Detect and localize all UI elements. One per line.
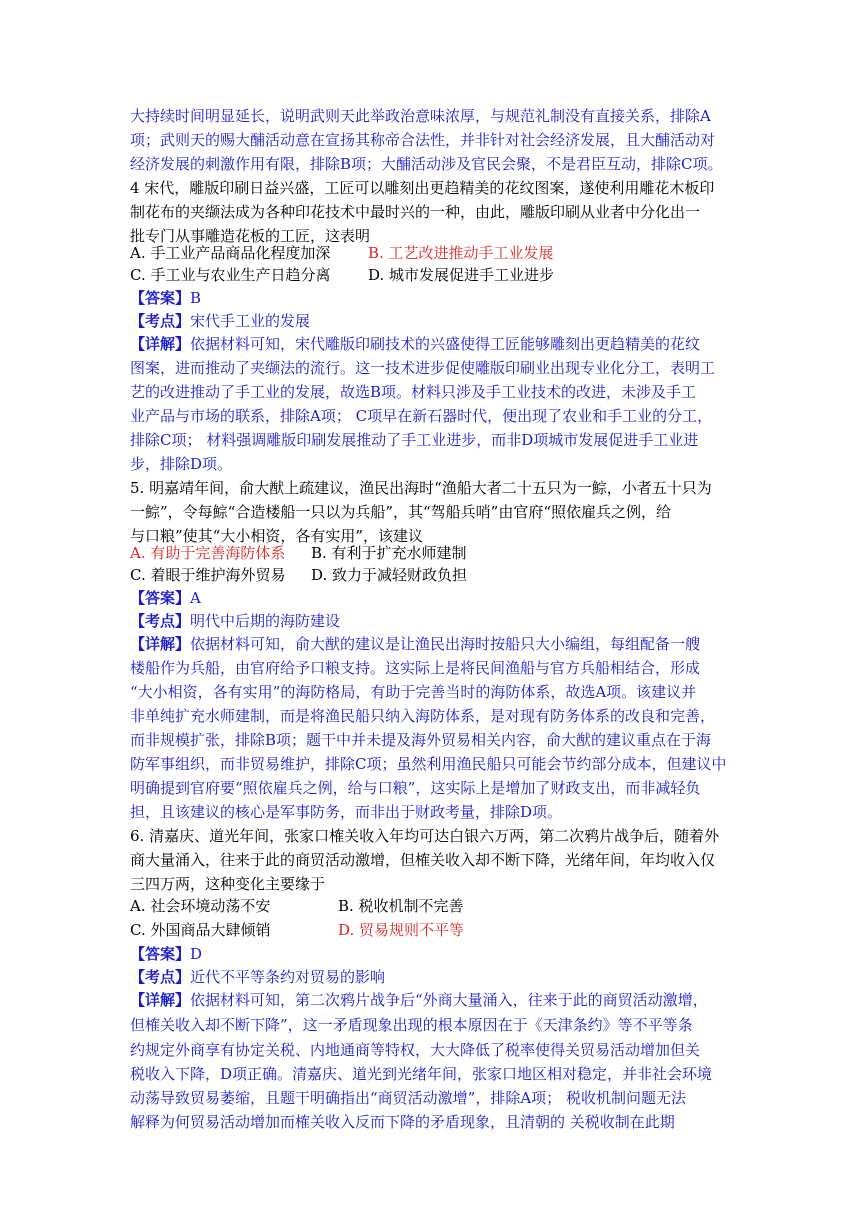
q6-option-d: D. 贸易规则不平等: [338, 921, 465, 939]
q5-point: [130, 611, 340, 631]
answer-value: B: [190, 289, 202, 307]
q6-stem-line: 6. 清嘉庆、道光年间，张家口榷关收入年均可达白银六万两，第二次鸦片战争后，随着外: [130, 827, 720, 845]
q5-stem-line: 5. 明嘉靖年间，俞大猷上疏建议，渔民出海时“渔船大者二十五只为一鯮，小者五十只为: [130, 479, 712, 497]
q4-stem-line: 制花布的夹缬法成为各种印花技术中最时兴的一种，由此，雕版印刷从业者中分化出一: [130, 203, 701, 221]
q5-detail-line: [130, 634, 700, 654]
q5-stem-line: 一鯮”，令每鯮“合造楼船一只以为兵船”，其“驾船兵哨”由官府“照依雇兵之例，给: [130, 503, 672, 521]
q6-option-c: C. 外国商品大肆倾销: [130, 921, 271, 939]
q6-detail-line: 动荡导致贸易萎缩，且题干明确指出“商贸活动激增”，排除A项； 税收机制问题无法: [130, 1089, 686, 1107]
detail-text: 依据材料可知，第二次鸦片战争后“外商大量涌入，往来于此的商贸活动激增，: [190, 991, 708, 1009]
q6-answer: [130, 944, 202, 964]
q4-stem-line: 4 宋代，雕版印刷日益兴盛，工匠可以雕刻出更趋精美的花纹图案，遂使利用雕花木板印: [130, 179, 715, 197]
q4-detail-line: 排除C项； 材料强调雕版印刷发展推动了手工业进步，而非D项城市发展促进手工业进: [130, 431, 699, 449]
answer-label: 【答案】: [130, 289, 191, 307]
q4-detail-line: 图案，进而推动了夹缬法的流行。这一技术进步促使雕版印刷业出现专业化分工，表明工: [130, 359, 716, 377]
q6-option-a: A. 社会环境动荡不安: [130, 897, 271, 915]
point-value: 近代不平等条约对贸易的影响: [190, 968, 386, 986]
q6-detail-line: [130, 990, 708, 1010]
q4-detail-line: 艺的改进推动了手工业的发展，故选B项。材料只涉及手工业技术的改进，未涉及手工: [130, 383, 697, 401]
q5-detail-line: “大小相资，各有实用”的海防格局，有助于完善当时的海防体系，故选A项。该建议并: [130, 683, 697, 701]
prev-detail-line: 大持续时间明显延长，说明武则天此举政治意味浓厚，与规范礼制没有直接关系，排除A: [130, 107, 711, 125]
q6-detail-line: 但榷关收入却不断下降”，这一矛盾现象出现的根本原因在于《天津条约》等不平等条: [130, 1016, 693, 1034]
q5-option-b: B. 有利于扩充水师建制: [311, 544, 467, 562]
point-value: 宋代手工业的发展: [190, 312, 311, 330]
answer-value: A: [190, 589, 201, 607]
answer-label: 【答案】: [130, 945, 191, 963]
detail-text: 依据材料可知，俞大猷的建议是让渔民出海时按船只大小编组，每组配备一艘: [190, 635, 701, 653]
q5-detail-line: 而非规模扩张，排除B项；题干中并未提及海外贸易相关内容，俞大猷的建议重点在于海: [130, 731, 712, 749]
q6-detail-line: 解释为何贸易活动增加而榷关收入反而下降的矛盾现象，且清朝的 关税收制在此期: [130, 1113, 675, 1131]
q6-option-b: B. 税收机制不完善: [338, 897, 464, 915]
prev-detail-line: 项；武则天的赐大酺活动意在宣扬其称帝合法性，并非针对社会经济发展，且大酺活动对: [130, 131, 716, 149]
q4-option-d: D. 城市发展促进手工业进步: [368, 266, 555, 284]
q4-option-b: B. 工艺改进推动手工业发展: [368, 244, 554, 262]
q6-stem-line: 三四万两，这种变化主要缘于: [130, 875, 326, 893]
q6-detail-line: 税收入下降，D项正确。清嘉庆、道光到光绪年间，张家口地区相对稳定，并非社会环境: [130, 1065, 713, 1083]
q5-detail-line: 楼船作为兵船，由官府给予口粮支持。这实际上是将民间渔船与官方兵船相结合，形成: [130, 659, 701, 677]
point-label: 【考点】: [130, 968, 191, 986]
prev-detail-line: 经济发展的刺激作用有限，排除B项；大酺活动涉及官民会聚，不是君臣互动，排除C项。: [130, 155, 723, 173]
q6-detail-line: 约规定外商享有协定关税、内地通商等特权，大大降低了税率使得关贸易活动增加但关: [130, 1041, 701, 1059]
q4-option-a: A. 手工业产品商品化程度加深: [130, 244, 331, 262]
q4-option-c: C. 手工业与农业生产日趋分离: [130, 266, 331, 284]
q4-stem-line: 批专门从事雕造花板的工匠，这表明: [130, 227, 371, 245]
q4-point: [130, 311, 310, 331]
q5-detail-line: 非单纯扩充水师建制，而是将渔民船只纳入海防体系，是对现有防务体系的改良和完善，: [130, 707, 716, 725]
detail-label: 【详解】: [130, 991, 191, 1009]
q4-detail-line: [130, 334, 700, 354]
detail-label: 【详解】: [130, 635, 191, 653]
answer-label: 【答案】: [130, 589, 191, 607]
q4-detail-line: 业产品与市场的联系，排除A项； C项早在新石器时代，便出现了农业和手工业的分工，: [130, 407, 713, 425]
detail-label: 【详解】: [130, 335, 191, 353]
point-value: 明代中后期的海防建设: [190, 612, 341, 630]
q6-stem-line: 商大量涌入，往来于此的商贸活动激增，但榷关收入却不断下降，光绪年间，年均收入仅: [130, 851, 716, 869]
q5-answer: [130, 588, 201, 608]
answer-value: D: [190, 945, 203, 963]
q5-detail-line: 明确提到官府要“照依雇兵之例，给与口粮”，这实际上是增加了财政支出，而非减轻负: [130, 779, 701, 797]
point-label: 【考点】: [130, 312, 191, 330]
q4-detail-line: 步，排除D项。: [130, 455, 233, 473]
q5-detail-line: 防军事组织，而非贸易维护，排除C项；虽然利用渔民船只可能会节约部分成本，但建议中: [130, 755, 727, 773]
q5-detail-line: 担，且该建议的核心是军事防务，而非出于财政考量，排除D项。: [130, 803, 563, 821]
q5-stem-line: 与口粮”使其“大小相资，各有实用”，该建议: [130, 527, 424, 545]
point-label: 【考点】: [130, 612, 191, 630]
q5-option-a: A. 有助于完善海防体系: [130, 544, 286, 562]
q5-option-d: D. 致力于减轻财政负担: [311, 566, 468, 584]
q5-option-c: C. 着眼于维护海外贸易: [130, 566, 286, 584]
q4-answer: [130, 288, 201, 308]
q6-point: [130, 967, 385, 987]
detail-text: 依据材料可知，宋代雕版印刷技术的兴盛使得工匠能够雕刻出更趋精美的花纹: [190, 335, 701, 353]
